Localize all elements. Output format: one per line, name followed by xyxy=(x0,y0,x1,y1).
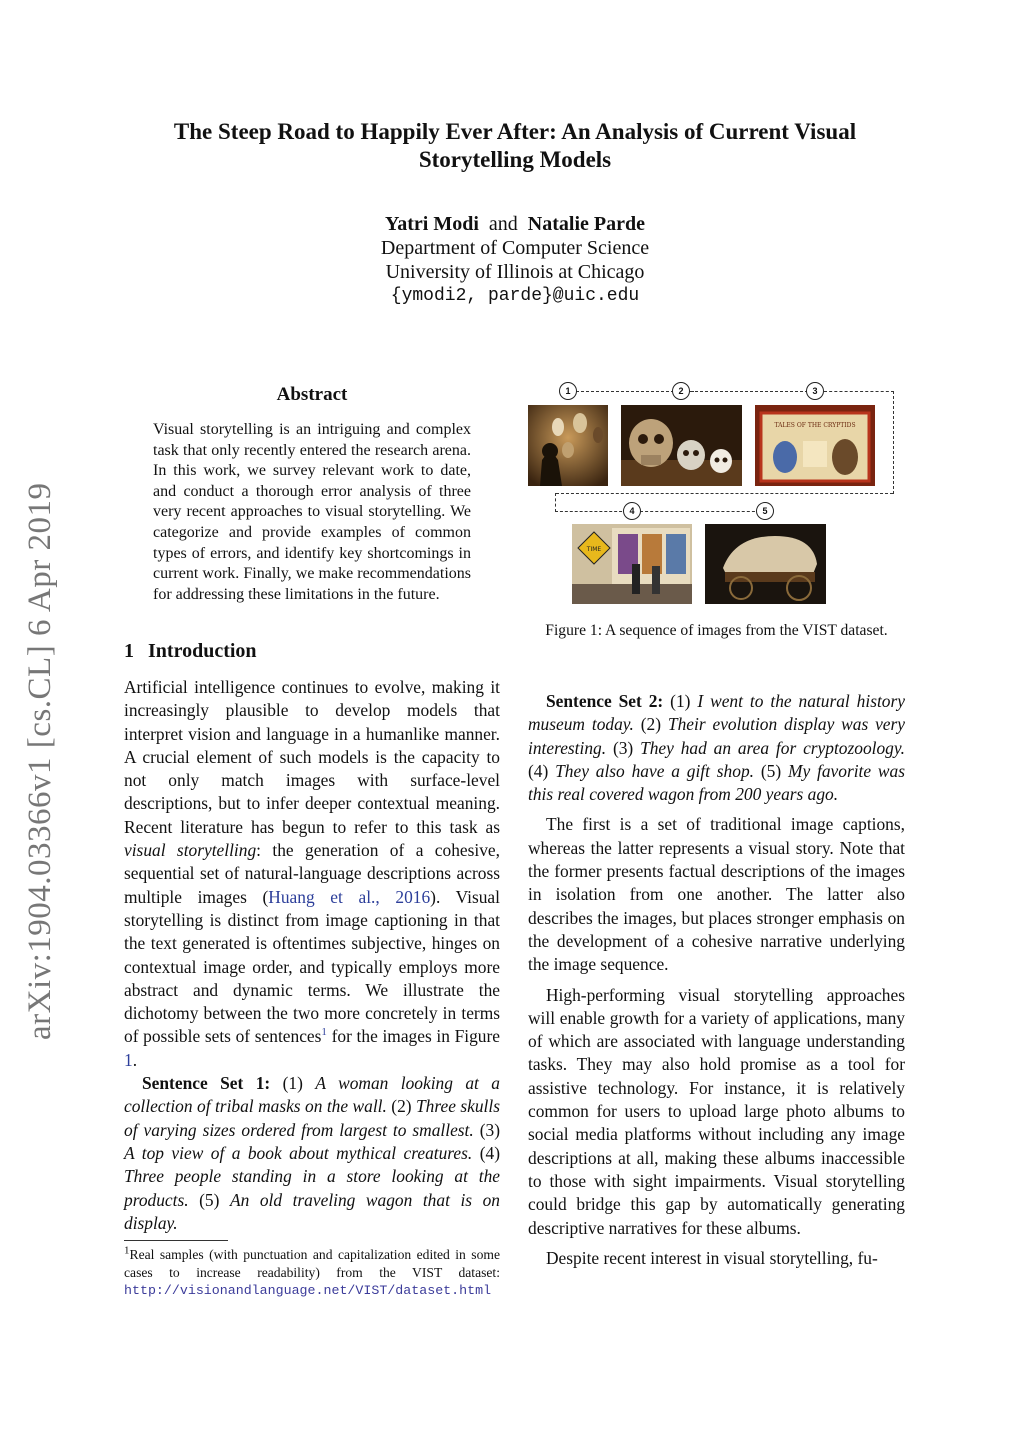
footnote-ref[interactable]: 1 xyxy=(321,1026,327,1039)
intro-paragraph-3: High-performing visual storytelling approaches will enable growth for a variety of applications, many of which are associated with language understanding tasks. They may also hold promise as a tool for assistive technology. For instance, it is relatively common for users to upload large photo albums to social media platforms without including any image descriptions at all, making these albums inaccessible to those with sight impairments. Visual storytelling could bridge this gap by automatically generating descriptive narratives for these albums. xyxy=(528,984,905,1238)
arxiv-sidebar-stamp: arXiv:1904.03366v1 [cs.CL] 6 Apr 2019 xyxy=(22,482,58,1040)
intro-text: Artificial intelligence continues to evolve, making it increasingly plausible to develop models that interpret vision and language in a humanlike manner. A crucial element of such models is the capacity to not only match images with surface-level descriptions, but to infer deeper contextual meaning. Recent literature has begun to refer to this task as xyxy=(124,677,500,837)
title-line-2: Storytelling Models xyxy=(418,147,612,172)
connector-to-4 xyxy=(555,511,627,512)
connector-left-down xyxy=(555,493,556,512)
author-email: {ymodi2, parde}@uic.edu xyxy=(390,286,640,306)
intro-paragraph-4: Despite recent interest in visual storytelling, fu- xyxy=(546,1247,878,1268)
left-column-body xyxy=(124,676,500,1235)
abstract-text: Visual storytelling is an intriguing and complex task that only recently entered the research arena. In this work, we survey relevant work to date, and conduct a thorough error analysis of three very recent approaches to visual storytelling. We categorize and provide examples of common types of errors, and identify key shortcomings in current work. Finally, we make recommendations for addressing these limitations in the future. xyxy=(153,421,471,603)
book-title: TALES OF THE CRYPTIDS xyxy=(774,422,856,429)
set2-sentence: Their evolution display was very interesting. xyxy=(528,714,905,758)
set1-num: (2) xyxy=(391,1096,412,1117)
section-number: 1 xyxy=(124,640,134,662)
sentence-set-2 xyxy=(528,690,905,806)
abstract-heading: Abstract xyxy=(276,384,348,405)
connector-3-edge xyxy=(824,391,894,392)
connector-right-down xyxy=(893,391,894,494)
figure-ref-link[interactable]: 1 xyxy=(124,1049,133,1070)
set2-sentence: I went to the natural history museum today. xyxy=(528,691,905,735)
intro-paragraph-1 xyxy=(124,676,500,1072)
footnote-url-link[interactable]: http://visionandlanguage.net/VIST/dataset.html xyxy=(124,1283,492,1298)
sequence-marker-2: 2 xyxy=(672,382,690,400)
author-2: Natalie Parde xyxy=(527,213,645,235)
set1-sentence: Three skulls of varying sizes ordered from largest to smallest. xyxy=(124,1096,500,1140)
set1-num: (3) xyxy=(479,1119,500,1140)
sentence-set-2-label: Sentence Set 2: xyxy=(546,691,664,711)
set2-num: (1) xyxy=(670,691,691,711)
affiliation-department: Department of Computer Science xyxy=(380,237,650,259)
title-line-1: The Steep Road to Happily Ever After: An Analysis of Current Visual xyxy=(173,119,857,144)
section-title: Introduction xyxy=(148,640,257,662)
footnote-text: Real samples (with punctuation and capitalization edited in some cases to increase readability) from the VIST dataset: xyxy=(124,1247,500,1280)
footnote-divider xyxy=(124,1240,228,1241)
set1-sentence: An old traveling wagon that is on display. xyxy=(124,1189,500,1233)
paper-title xyxy=(120,118,910,174)
set2-num: (3) xyxy=(612,737,634,758)
connector-row-wrap xyxy=(556,493,893,494)
set2-sentence: They also have a gift shop. xyxy=(555,760,754,781)
connector-4-5 xyxy=(640,511,760,512)
footnote-mark: 1 xyxy=(124,1244,130,1257)
set2-num: (4) xyxy=(528,760,549,781)
author-1: Yatri Modi xyxy=(385,213,479,235)
intro-text: ). Visual storytelling is distinct from image captioning in that the text generated is oftentimes subjective, hinges on contextual image order, and typically employs more abstract and dynamic terms. We illustrate the dichotomy between the two more concretely in terms of possible sets of sentences xyxy=(124,886,500,1047)
sequence-marker-3: 3 xyxy=(806,382,824,400)
set2-num: (5) xyxy=(760,760,782,781)
citation-link[interactable]: Huang et al., 2016 xyxy=(268,886,431,907)
set1-sentence: Three people standing in a store looking at the products. xyxy=(124,1166,500,1210)
intro-text: for the images in Figure xyxy=(326,1026,500,1047)
set1-num: (5) xyxy=(199,1189,220,1210)
photo-three-skulls xyxy=(621,405,742,486)
set2-sentence: My favorite was this real covered wagon from 200 years ago. xyxy=(528,760,905,805)
connector-2-3 xyxy=(690,391,808,392)
author-block xyxy=(260,212,770,308)
author-line xyxy=(260,212,770,236)
sequence-marker-4: 4 xyxy=(623,502,641,520)
term-visual-storytelling: visual storytelling xyxy=(124,840,257,861)
section-heading-introduction xyxy=(124,640,257,663)
set1-num: (1) xyxy=(282,1073,303,1094)
footnote-1 xyxy=(124,1246,500,1300)
photo-gift-shop xyxy=(572,524,692,604)
photo-cryptids-book xyxy=(755,405,875,486)
figure-caption: Figure 1: A sequence of images from the VIST dataset. xyxy=(545,622,888,639)
photo-tribal-masks xyxy=(528,405,608,486)
sign-text: TIME xyxy=(586,546,602,553)
set1-num: (4) xyxy=(479,1142,500,1163)
set2-sentence: They had an area for cryptozoology. xyxy=(640,737,905,758)
sentence-set-1 xyxy=(124,1072,500,1235)
intro-text: . xyxy=(132,1049,138,1070)
set1-sentence: A woman looking at a collection of tribal masks on the wall. xyxy=(124,1073,500,1117)
author-and: and xyxy=(488,213,518,235)
photo-covered-wagon xyxy=(705,524,826,604)
set2-num: (2) xyxy=(640,714,662,735)
intro-paragraph-2: The first is a set of traditional image captions, whereas the latter represents a visual story. Note that the former presents factual descriptions of the images in isolation from one another. The latter also describes the images, but places stronger emphasis on the development of a cohesive narrative underlying the image sequence. xyxy=(528,814,905,975)
affiliation-university: University of Illinois at Chicago xyxy=(385,261,645,283)
sequence-marker-1: 1 xyxy=(559,382,577,400)
sequence-marker-5: 5 xyxy=(756,502,774,520)
intro-text: : the generation of a cohesive, sequential set of natural-language descriptions across multiple images ( xyxy=(124,840,500,907)
set1-sentence: A top view of a book about mythical creatures. xyxy=(124,1142,473,1163)
sentence-set-1-label: Sentence Set 1: xyxy=(142,1073,271,1094)
right-column-body xyxy=(528,690,905,1270)
figure-1 xyxy=(528,380,905,610)
